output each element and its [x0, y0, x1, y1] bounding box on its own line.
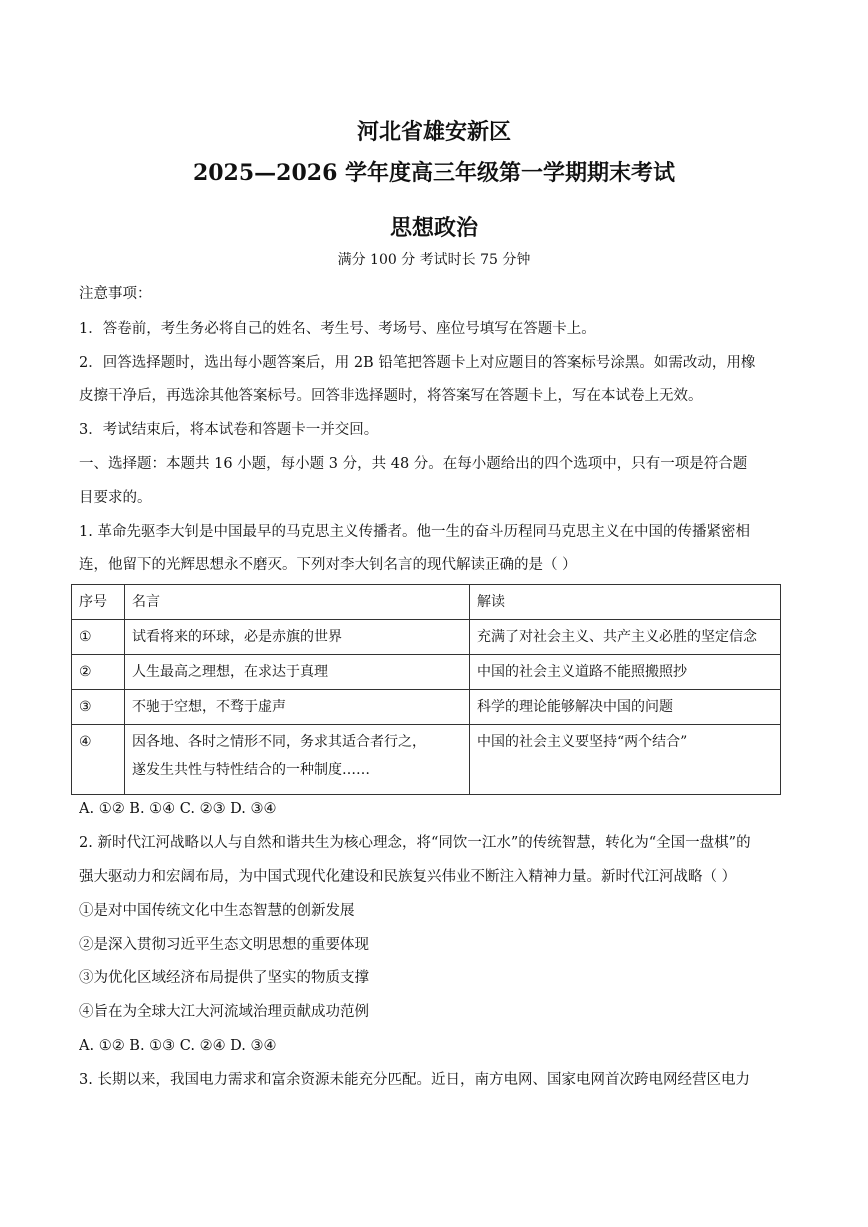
- row-no: ①: [72, 620, 125, 655]
- q1-options: A. ①② B. ①④ C. ②③ D. ③④: [79, 801, 277, 817]
- q1-stem-cont: 连，他留下的光辉思想永不磨灭。下列对李大钊名言的现代解读正确的是（ ）: [79, 557, 577, 573]
- q3-stem: 3. 长期以来，我国电力需求和富余资源未能充分匹配。近日，南方电网、国家电网首次跨电网经营区电力: [79, 1072, 750, 1088]
- q2-stem: 2. 新时代江河战略以人与自然和谐共生为核心理念，将“同饮一江水”的传统智慧，转化为“全国一盘棋”的: [79, 835, 751, 851]
- note-item: 2．回答选择题时，选出每小题答案后，用 2B 铅笔把答题卡上对应题目的答案标号涂黑。如需改动，用橡: [79, 355, 756, 371]
- row-no: ④: [72, 725, 125, 795]
- row-interp: 充满了对社会主义、共产主义必胜的坚定信念: [470, 620, 781, 655]
- row-quote: 不驰于空想，不骛于虚声: [125, 690, 470, 725]
- row-quote-line: 因各地、各时之情形不同，务求其适合者行之，: [132, 734, 426, 750]
- note-item: 3．考试结束后，将本试卷和答题卡一并交回。: [79, 422, 379, 438]
- col-header-quote: 名言: [125, 585, 470, 620]
- exam-region: 河北省雄安新区: [356, 119, 511, 145]
- table-row: [72, 690, 781, 725]
- row-no: ③: [72, 690, 125, 725]
- section-heading-cont: 目要求的。: [79, 490, 152, 506]
- q2-item: ②是深入贯彻习近平生态文明思想的重要体现: [79, 937, 369, 953]
- table-header-row: [72, 585, 781, 620]
- q1-table: [71, 584, 781, 795]
- exam-subject: 思想政治: [389, 215, 478, 241]
- q2-options: A. ①② B. ①③ C. ②④ D. ③④: [79, 1038, 277, 1054]
- note-item: 皮擦干净后，再选涂其他答案标号。回答非选择题时，将答案写在答题卡上，写在本试卷上无效。: [79, 388, 703, 404]
- row-interp: 科学的理论能够解决中国的问题: [470, 690, 781, 725]
- row-interp: 中国的社会主义要坚持“两个结合”: [470, 725, 781, 795]
- row-no: ②: [72, 655, 125, 690]
- row-quote-line: 遂发生共性与特性结合的一种制度……: [132, 762, 370, 778]
- row-quote: [125, 725, 470, 795]
- q2-item: ①是对中国传统文化中生态智慧的创新发展: [79, 903, 355, 919]
- q1-stem: 1. 革命先驱李大钊是中国最早的马克思主义传播者。他一生的奋斗历程同马克思主义在中国的传播紧密相: [79, 524, 750, 540]
- q2-stem-cont: 强大驱动力和宏阔布局，为中国式现代化建设和民族复兴伟业不断注入精神力量。新时代江河战略（ ）: [79, 869, 737, 885]
- exam-title: 2025—2026 学年度高三年级第一学期期末考试: [192, 160, 676, 186]
- note-item: 1．答卷前，考生务必将自己的姓名、考生号、考场号、座位号填写在答题卡上。: [79, 321, 596, 337]
- section-heading: 一、选择题：本题共 16 小题，每小题 3 分，共 48 分。在每小题给出的四个选项中，只有一项是符合题: [79, 456, 748, 472]
- row-quote: 人生最高之理想，在求达于真理: [125, 655, 470, 690]
- row-interp: 中国的社会主义道路不能照搬照抄: [470, 655, 781, 690]
- table-row: [72, 620, 781, 655]
- q2-item: ③为优化区域经济布局提供了坚实的物质支撑: [79, 970, 369, 986]
- table-row: [72, 655, 781, 690]
- col-header-no: 序号: [72, 585, 125, 620]
- table-row: [72, 725, 781, 795]
- q2-item: ④旨在为全球大江大河流域治理贡献成功范例: [79, 1004, 369, 1020]
- exam-info: 满分 100 分 考试时长 75 分钟: [337, 252, 531, 268]
- notes-heading: 注意事项：: [79, 286, 152, 302]
- row-quote: 试看将来的环球，必是赤旗的世界: [125, 620, 470, 655]
- col-header-interp: 解读: [470, 585, 781, 620]
